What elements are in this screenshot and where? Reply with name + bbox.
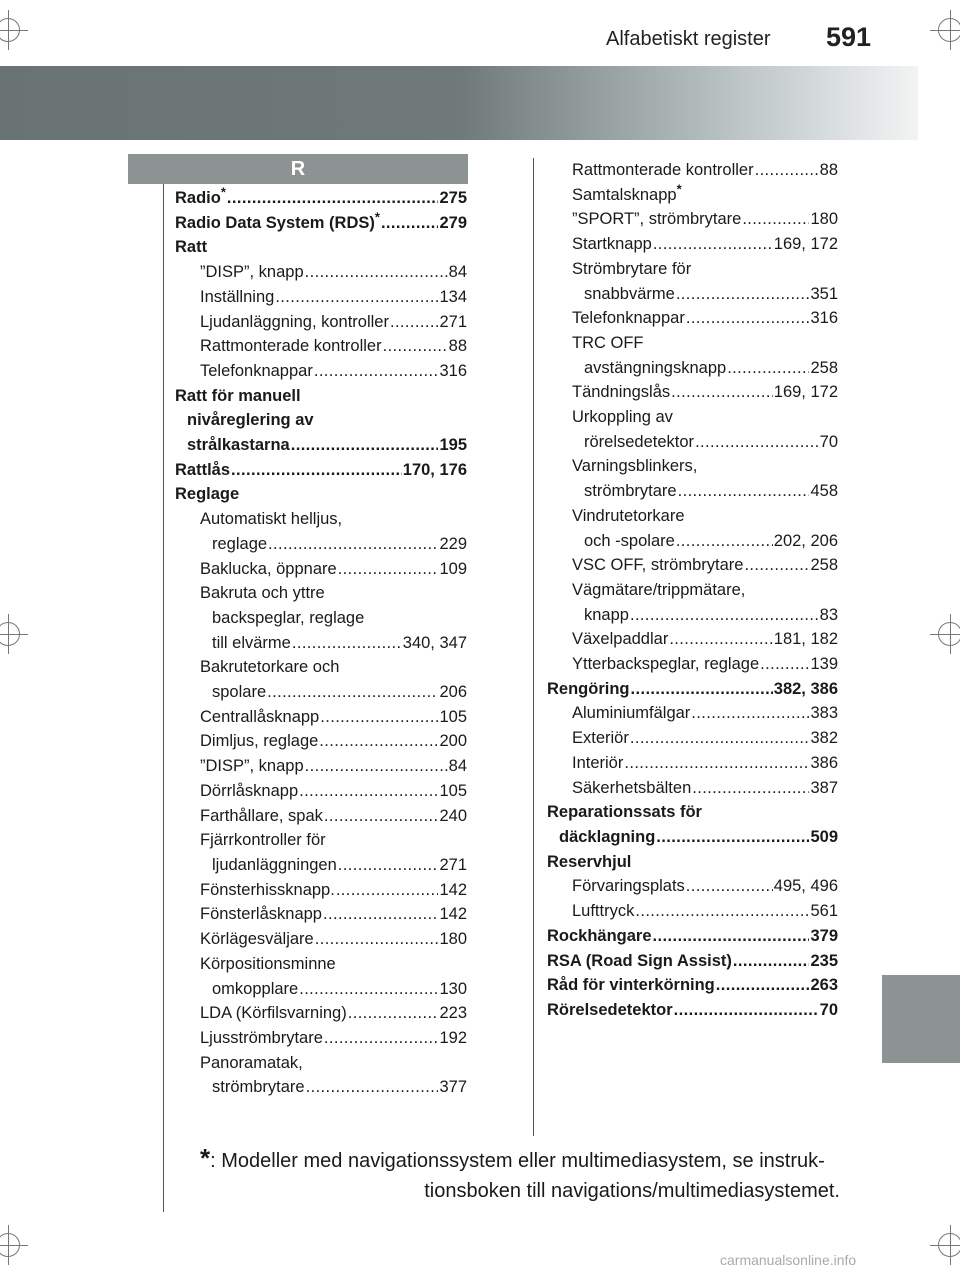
index-entry: [547, 924, 838, 949]
index-entry-label: Bakruta och yttre: [200, 584, 325, 603]
index-entry-page: 509: [810, 827, 838, 846]
index-entry: [547, 800, 838, 825]
index-entry-page: 170, 176: [402, 460, 467, 479]
index-entry-label: VSC OFF, strömbrytare: [572, 556, 744, 575]
index-entry: [547, 751, 838, 776]
index-entry-label: Ratt: [175, 238, 208, 257]
index-entry: [547, 553, 838, 578]
index-entry-page: 377: [439, 1078, 467, 1097]
index-entry-label: Farthållare, spak: [200, 806, 323, 825]
index-entry: [175, 754, 467, 779]
index-entry: [547, 652, 838, 677]
index-entry-label: Startknapp: [572, 235, 652, 254]
index-entry-page: 387: [810, 778, 838, 797]
index-entry-page: 235: [810, 951, 838, 970]
index-entry-label: Aluminiumfälgar: [572, 704, 691, 723]
index-entry-page: 240: [439, 806, 467, 825]
index-entry-page: 180: [439, 930, 467, 949]
index-entry-page: 142: [439, 905, 467, 924]
index-entry-label: Råd för vinterkörning: [547, 976, 715, 995]
index-entry-label: Varningsblinkers,: [572, 457, 698, 476]
index-entry: [547, 998, 838, 1023]
index-entry: [175, 705, 467, 730]
index-entry: [175, 606, 467, 631]
index-entry: [547, 825, 838, 850]
dot-leader: [635, 899, 809, 924]
index-entry-label: rörelsedetektor: [584, 432, 695, 451]
index-entry: [547, 504, 838, 529]
footnote-marker: *: [676, 181, 682, 197]
dot-leader: [305, 260, 448, 285]
index-entry-label: Vindrutetorkare: [572, 506, 685, 525]
dot-leader: [305, 754, 448, 779]
index-entry-label: Säkerhetsbälten: [572, 778, 692, 797]
index-entry: [175, 458, 467, 483]
index-entry: [547, 973, 838, 998]
index-entry: [175, 878, 467, 903]
footnote-marker: *: [220, 184, 226, 200]
dot-leader: [338, 853, 439, 878]
dot-leader: [692, 776, 809, 801]
index-entry-page: 275: [439, 189, 467, 207]
index-entry-page: 316: [810, 309, 838, 328]
index-entry: [547, 158, 838, 183]
index-entry-label: Rengöring: [547, 679, 630, 698]
dot-leader: [306, 1075, 439, 1100]
dot-leader: [674, 998, 819, 1023]
index-entry: [175, 581, 467, 606]
index-entry-page: 180: [810, 210, 838, 229]
footnote-star: *: [200, 1143, 211, 1173]
index-entry-page: 192: [439, 1028, 467, 1047]
index-entry-page: 200: [439, 732, 467, 751]
index-entry: [175, 507, 467, 532]
index-entry-page: 223: [439, 1004, 467, 1023]
index-entry-label: strömbrytare: [212, 1078, 305, 1097]
index-entry-page: 263: [810, 976, 838, 995]
dot-leader: [686, 874, 773, 899]
index-entry-label: snabbvärme: [584, 284, 675, 303]
dot-leader: [631, 677, 773, 702]
dot-leader: [656, 825, 809, 850]
index-entry: [175, 853, 467, 878]
index-entry-page: 382: [810, 729, 838, 748]
index-entry-label: Rattmonterade kontroller: [572, 161, 754, 179]
index-entry-label: och -spolare: [584, 531, 675, 550]
index-entry-page: 88: [819, 161, 838, 179]
index-entry-label: Ratt för manuell: [175, 386, 301, 405]
index-entry: [547, 874, 838, 899]
dot-leader: [630, 603, 819, 628]
index-entry: [175, 211, 467, 236]
header-banner: [0, 66, 918, 140]
index-entry-page: 70: [819, 432, 838, 451]
index-entry: [547, 899, 838, 924]
index-entry: [547, 207, 838, 232]
dot-leader: [671, 380, 773, 405]
dot-leader: [267, 680, 438, 705]
index-entry: [175, 729, 467, 754]
index-entry: [175, 779, 467, 804]
index-entry-label: Ytterbackspeglar, reglage: [572, 655, 760, 674]
index-entry-label: spolare: [212, 683, 267, 702]
index-entry: [175, 977, 467, 1002]
index-entry: [547, 380, 838, 405]
index-entry: [547, 356, 838, 381]
index-entry-label: Inställning: [200, 287, 275, 306]
index-entry-label: Urkoppling av: [572, 408, 673, 427]
index-entry-page: 84: [448, 757, 467, 776]
dot-leader: [727, 356, 809, 381]
index-entry: [547, 578, 838, 603]
index-entry: [175, 902, 467, 927]
index-entry: [175, 927, 467, 952]
index-entry: [547, 454, 838, 479]
dot-leader: [755, 158, 819, 183]
index-entry-label: ”SPORT”, strömbrytare: [572, 210, 742, 229]
index-entry-page: 229: [439, 534, 467, 553]
dot-leader: [624, 751, 809, 776]
index-entry-page: 109: [439, 559, 467, 578]
index-entry: [547, 331, 838, 356]
index-entry: [175, 384, 467, 409]
index-entry-label: Automatiskt helljus,: [200, 510, 343, 529]
index-entry-label: Fjärrkontroller för: [200, 831, 326, 850]
index-entry-label: Dimljus, reglage: [200, 732, 319, 751]
index-entry-page: 495, 496: [773, 877, 838, 896]
index-entry-label: Interiör: [572, 753, 624, 772]
index-entry-page: 83: [819, 605, 838, 624]
index-entry-label: avstängningsknapp: [584, 358, 727, 377]
index-entry-label: Tändningslås: [572, 383, 671, 402]
index-entry-label: omkopplare: [212, 979, 299, 998]
footnote-line-2: tionsboken till navigations/multimediasystemet.: [424, 1180, 840, 1202]
dot-leader: [744, 553, 809, 578]
side-thumb-tab: [882, 975, 960, 1063]
dot-leader: [231, 458, 402, 483]
index-entry-page: 84: [448, 263, 467, 282]
index-entry-label: Baklucka, öppnare: [200, 559, 337, 578]
index-entry-label: till elvärme: [212, 633, 291, 652]
index-entry: [547, 232, 838, 257]
index-entry: [547, 603, 838, 628]
index-entry-label: strålkastarna: [187, 436, 290, 455]
index-entry-page: 70: [819, 1000, 838, 1019]
index-entry-page: 351: [810, 284, 838, 303]
dot-leader: [676, 529, 773, 554]
section-letter-tab: R: [128, 154, 468, 184]
index-entry-page: 271: [439, 312, 467, 331]
index-entry: [547, 776, 838, 801]
index-entry-label: Strömbrytare för: [572, 259, 692, 278]
index-entry: [175, 828, 467, 853]
index-entry-label: Radio Data System (RDS)*: [175, 209, 380, 232]
index-entry-label: nivåreglering av: [187, 411, 314, 430]
index-entry: [175, 1026, 467, 1051]
footnote-marker: *: [374, 209, 380, 225]
dot-leader: [691, 701, 809, 726]
index-entry: [547, 405, 838, 430]
index-entry-label: Växelpaddlar: [572, 630, 669, 649]
index-entry: [175, 532, 467, 557]
dot-leader: [383, 334, 448, 359]
index-entry-page: 206: [439, 683, 467, 702]
dot-leader: [653, 924, 810, 949]
index-entry-label: Lufttryck: [572, 902, 635, 921]
dot-leader: [678, 479, 810, 504]
dot-leader: [324, 1026, 439, 1051]
dot-leader: [291, 433, 439, 458]
index-entry-page: 130: [439, 979, 467, 998]
index-entry: [175, 1001, 467, 1026]
index-entry: [547, 257, 838, 282]
index-entry-label: Ljusströmbrytare: [200, 1028, 323, 1047]
index-entry-label: strömbrytare: [584, 482, 677, 501]
index-entry: [547, 529, 838, 554]
dot-leader: [381, 211, 439, 236]
index-entry-page: 258: [810, 556, 838, 575]
dot-leader: [320, 705, 438, 730]
index-entry: [175, 1075, 467, 1100]
index-entry: [175, 359, 467, 384]
dot-leader: [348, 1001, 439, 1026]
dot-leader: [742, 207, 809, 232]
index-entry-label: ljudanläggningen: [212, 855, 337, 874]
dot-leader: [669, 627, 772, 652]
index-entry-label: Ljudanläggning, kontroller: [200, 312, 389, 331]
index-entry-label: Förvaringsplats: [572, 877, 685, 896]
dot-leader: [314, 359, 439, 384]
index-entry-page: 279: [439, 213, 467, 232]
dot-leader: [299, 977, 438, 1002]
index-entry-page: 561: [810, 902, 838, 921]
dot-leader: [275, 285, 438, 310]
index-entry: [175, 1051, 467, 1076]
dot-leader: [760, 652, 809, 677]
dot-leader: [686, 306, 810, 331]
dot-leader: [336, 878, 439, 903]
dot-leader: [299, 779, 438, 804]
index-entry-page: 383: [810, 704, 838, 723]
dot-leader: [292, 631, 402, 656]
index-entry-page: 316: [439, 361, 467, 380]
dot-leader: [323, 902, 438, 927]
index-entry: [547, 726, 838, 751]
index-entry: [175, 804, 467, 829]
index-entry-page: 142: [439, 880, 467, 899]
index-entry: [175, 235, 467, 260]
index-entry: [547, 479, 838, 504]
index-entry: [547, 677, 838, 702]
index-entry: [547, 430, 838, 455]
dot-leader: [676, 282, 810, 307]
index-entry: [175, 186, 467, 211]
index-entry-label: Bakrutetorkare och: [200, 658, 340, 677]
dot-leader: [227, 186, 439, 211]
index-entry-label: knapp: [584, 605, 629, 624]
index-entry: [175, 433, 467, 458]
dot-leader: [324, 804, 439, 829]
index-entry-label: Samtalsknapp*: [572, 181, 682, 204]
index-entry-page: 181, 182: [773, 630, 838, 649]
index-entry-label: Rattlås: [175, 460, 231, 479]
index-entry-label: TRC OFF: [572, 333, 644, 352]
index-entry-page: 202, 206: [773, 531, 838, 550]
index-entry-page: 105: [439, 707, 467, 726]
index-entry: [175, 260, 467, 285]
index-entry-page: 169, 172: [773, 235, 838, 254]
index-column-left: [175, 186, 467, 1100]
index-entry-label: Reservhjul: [547, 852, 632, 871]
index-entry-page: 382, 386: [773, 679, 838, 698]
index-entry-label: Exteriör: [572, 729, 629, 748]
dot-leader: [315, 927, 439, 952]
index-entry-page: 88: [448, 337, 467, 356]
index-entry: [175, 482, 467, 507]
index-entry: [547, 183, 838, 208]
header-title: Alfabetiskt register: [606, 28, 771, 50]
index-entry-label: Rockhängare: [547, 926, 652, 945]
dot-leader: [319, 729, 438, 754]
index-entry-page: 105: [439, 781, 467, 800]
index-entry: [175, 631, 467, 656]
dot-leader: [653, 232, 773, 257]
index-entry-label: Panoramatak,: [200, 1053, 303, 1072]
index-entry-label: Dörrlåsknapp: [200, 781, 299, 800]
index-entry-label: reglage: [212, 534, 268, 553]
index-entry-label: Rattmonterade kontroller: [200, 337, 382, 356]
index-column-right: [547, 158, 838, 1023]
index-entry-label: LDA (Körfilsvarning): [200, 1004, 347, 1023]
index-entry-label: RSA (Road Sign Assist): [547, 951, 732, 970]
index-entry-page: 258: [810, 358, 838, 377]
footnote-line-1: : Modeller med navigationssystem eller multimediasystem, se instruk-: [210, 1150, 825, 1172]
index-entry-label: Körpositionsminne: [200, 954, 336, 973]
left-margin-rule: [163, 184, 164, 1212]
index-entry-label: däcklagning: [559, 827, 656, 846]
index-entry: [547, 306, 838, 331]
dot-leader: [390, 310, 439, 335]
index-entry: [175, 334, 467, 359]
index-entry-page: 340, 347: [402, 633, 467, 652]
index-entry-label: Rörelsedetektor: [547, 1000, 673, 1019]
dot-leader: [733, 949, 810, 974]
dot-leader: [268, 532, 438, 557]
index-entry: [175, 408, 467, 433]
index-entry-page: 195: [439, 436, 467, 455]
index-entry: [175, 557, 467, 582]
dot-leader: [338, 557, 439, 582]
index-entry: [175, 680, 467, 705]
index-entry: [547, 627, 838, 652]
index-entry-label: ”DISP”, knapp: [200, 263, 304, 282]
index-entry-page: 271: [439, 855, 467, 874]
dot-leader: [630, 726, 810, 751]
index-entry-page: 379: [810, 926, 838, 945]
index-entry-label: backspeglar, reglage: [212, 608, 365, 627]
index-entry-label: Reglage: [175, 485, 240, 504]
index-entry: [547, 949, 838, 974]
index-entry-page: 386: [810, 753, 838, 772]
index-entry-page: 169, 172: [773, 383, 838, 402]
footnote: [200, 1143, 840, 1206]
index-entry-label: Körlägesväljare: [200, 930, 314, 949]
index-entry-page: 458: [810, 482, 838, 501]
index-entry-label: Telefonknappar: [572, 309, 685, 328]
index-entry: [175, 952, 467, 977]
index-entry: [175, 285, 467, 310]
dot-leader: [695, 430, 819, 455]
index-entry: [547, 282, 838, 307]
index-entry-label: Fönsterlåsknapp: [200, 905, 322, 924]
index-entry: [175, 310, 467, 335]
index-entry-label: Fönsterhissknapp.: [200, 880, 335, 899]
dot-leader: [716, 973, 810, 998]
index-entry: [547, 850, 838, 875]
column-divider: [533, 158, 534, 1136]
index-entry-page: 139: [810, 655, 838, 674]
index-entry: [547, 701, 838, 726]
index-entry-page: 134: [439, 287, 467, 306]
index-entry-label: ”DISP”, knapp: [200, 757, 304, 776]
index-entry: [175, 655, 467, 680]
index-entry-label: Reparationssats för: [547, 803, 702, 822]
index-entry-label: Centrallåsknapp: [200, 707, 320, 726]
index-entry-label: Radio*: [175, 184, 226, 207]
index-entry-label: Vägmätare/trippmätare,: [572, 580, 746, 599]
watermark: carmanualsonline.info: [720, 1252, 857, 1268]
index-entry-label: Telefonknappar: [200, 361, 313, 380]
page-number: 591: [826, 22, 872, 52]
